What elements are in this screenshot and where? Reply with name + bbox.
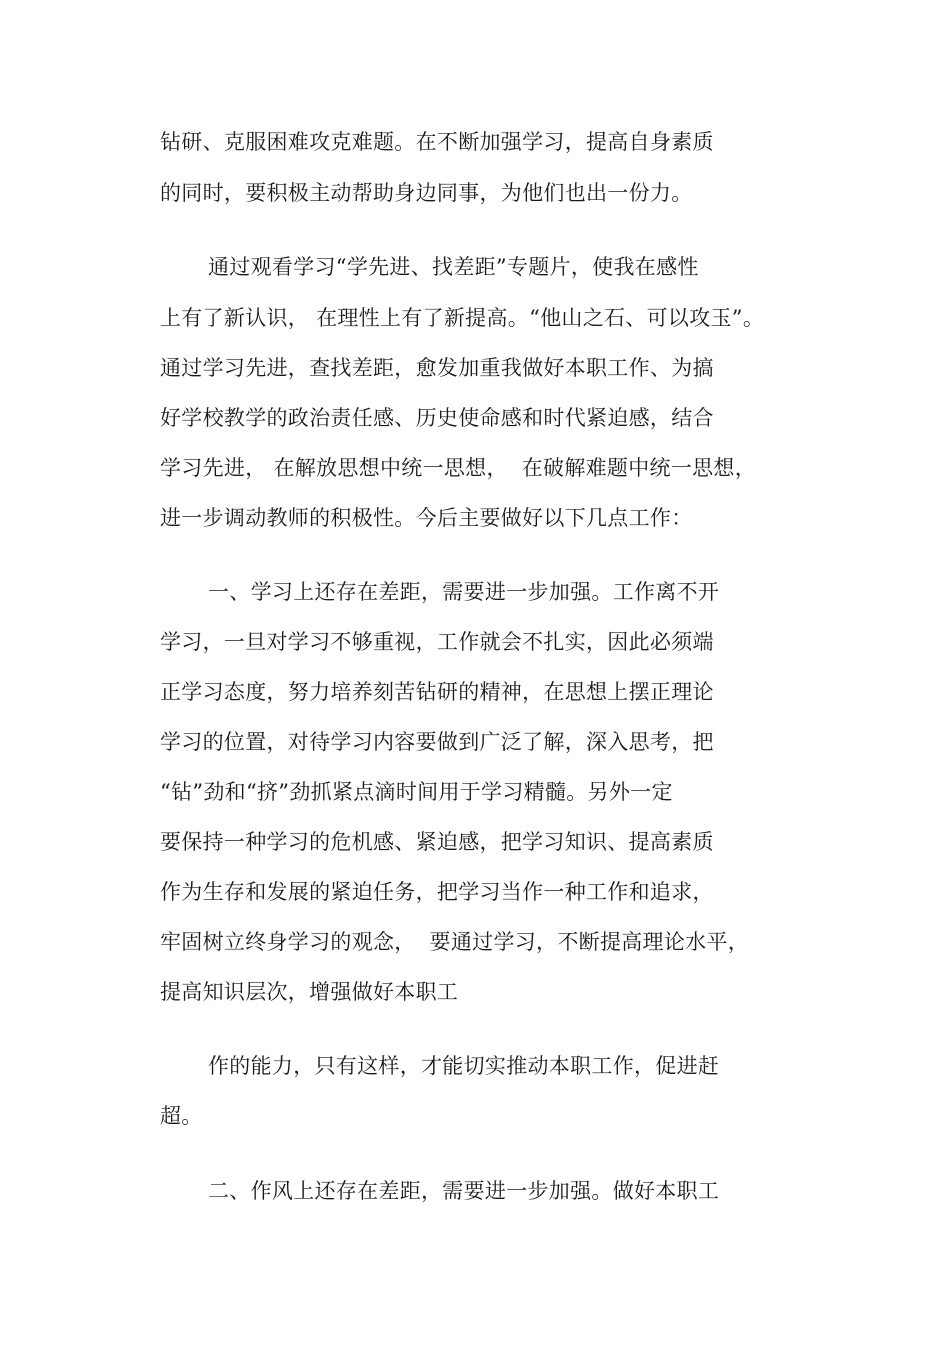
text-line: 要保持一种学习的危机感、紧迫感，把学习知识、提高素质 bbox=[160, 830, 714, 854]
text-line: 作为生存和发展的紧迫任务，把学习当作一种工作和追求， bbox=[160, 880, 714, 904]
text-line: 一、学习上还存在差距，需要进一步加强。工作离不开 bbox=[208, 580, 720, 604]
text-line: 钻研、克服困难攻克难题。在不断加强学习，提高自身素质 bbox=[160, 130, 714, 154]
text-line: 的同时，要积极主动帮助身边同事，为他们也出一份力。 bbox=[160, 181, 693, 205]
text-line: 作的能力，只有这样，才能切实推动本职工作，促进赶 bbox=[208, 1054, 720, 1078]
text-line: 上有了新认识， 在理性上有了新提高。“他山之石、可以攻玉”。 bbox=[160, 306, 765, 330]
text-line: 正学习态度，努力培养刻苦钻研的精神，在思想上摆正理论 bbox=[160, 680, 714, 704]
text-line: 学习先进， 在解放思想中统一思想， 在破解难题中统一思想， bbox=[160, 456, 757, 480]
text-line: 学习的位置，对待学习内容要做到广泛了解，深入思考，把 bbox=[160, 730, 714, 754]
text-line: 牢固树立终身学习的观念， 要通过学习，不断提高理论水平， bbox=[160, 930, 750, 954]
text-line: 通过学习先进，查找差距，愈发加重我做好本职工作、为搞 bbox=[160, 356, 714, 380]
text-line: 提高知识层次，增强做好本职工 bbox=[160, 980, 459, 1004]
text-line: 学习，一旦对学习不够重视，工作就会不扎实，因此必须端 bbox=[160, 630, 714, 654]
text-line: 超。 bbox=[160, 1104, 203, 1128]
text-line: “钻”劲和“挤”劲抓紧点滴时间用于学习精髓。另外一定 bbox=[160, 780, 673, 804]
text-line: 通过观看学习“学先进、找差距”专题片，使我在感性 bbox=[208, 255, 699, 279]
text-line: 二、作风上还存在差距，需要进一步加强。做好本职工 bbox=[208, 1179, 720, 1203]
text-line: 好学校教学的政治责任感、历史使命感和时代紧迫感，结合 bbox=[160, 406, 714, 430]
text-line: 进一步调动教师的积极性。今后主要做好以下几点工作： bbox=[160, 506, 693, 530]
